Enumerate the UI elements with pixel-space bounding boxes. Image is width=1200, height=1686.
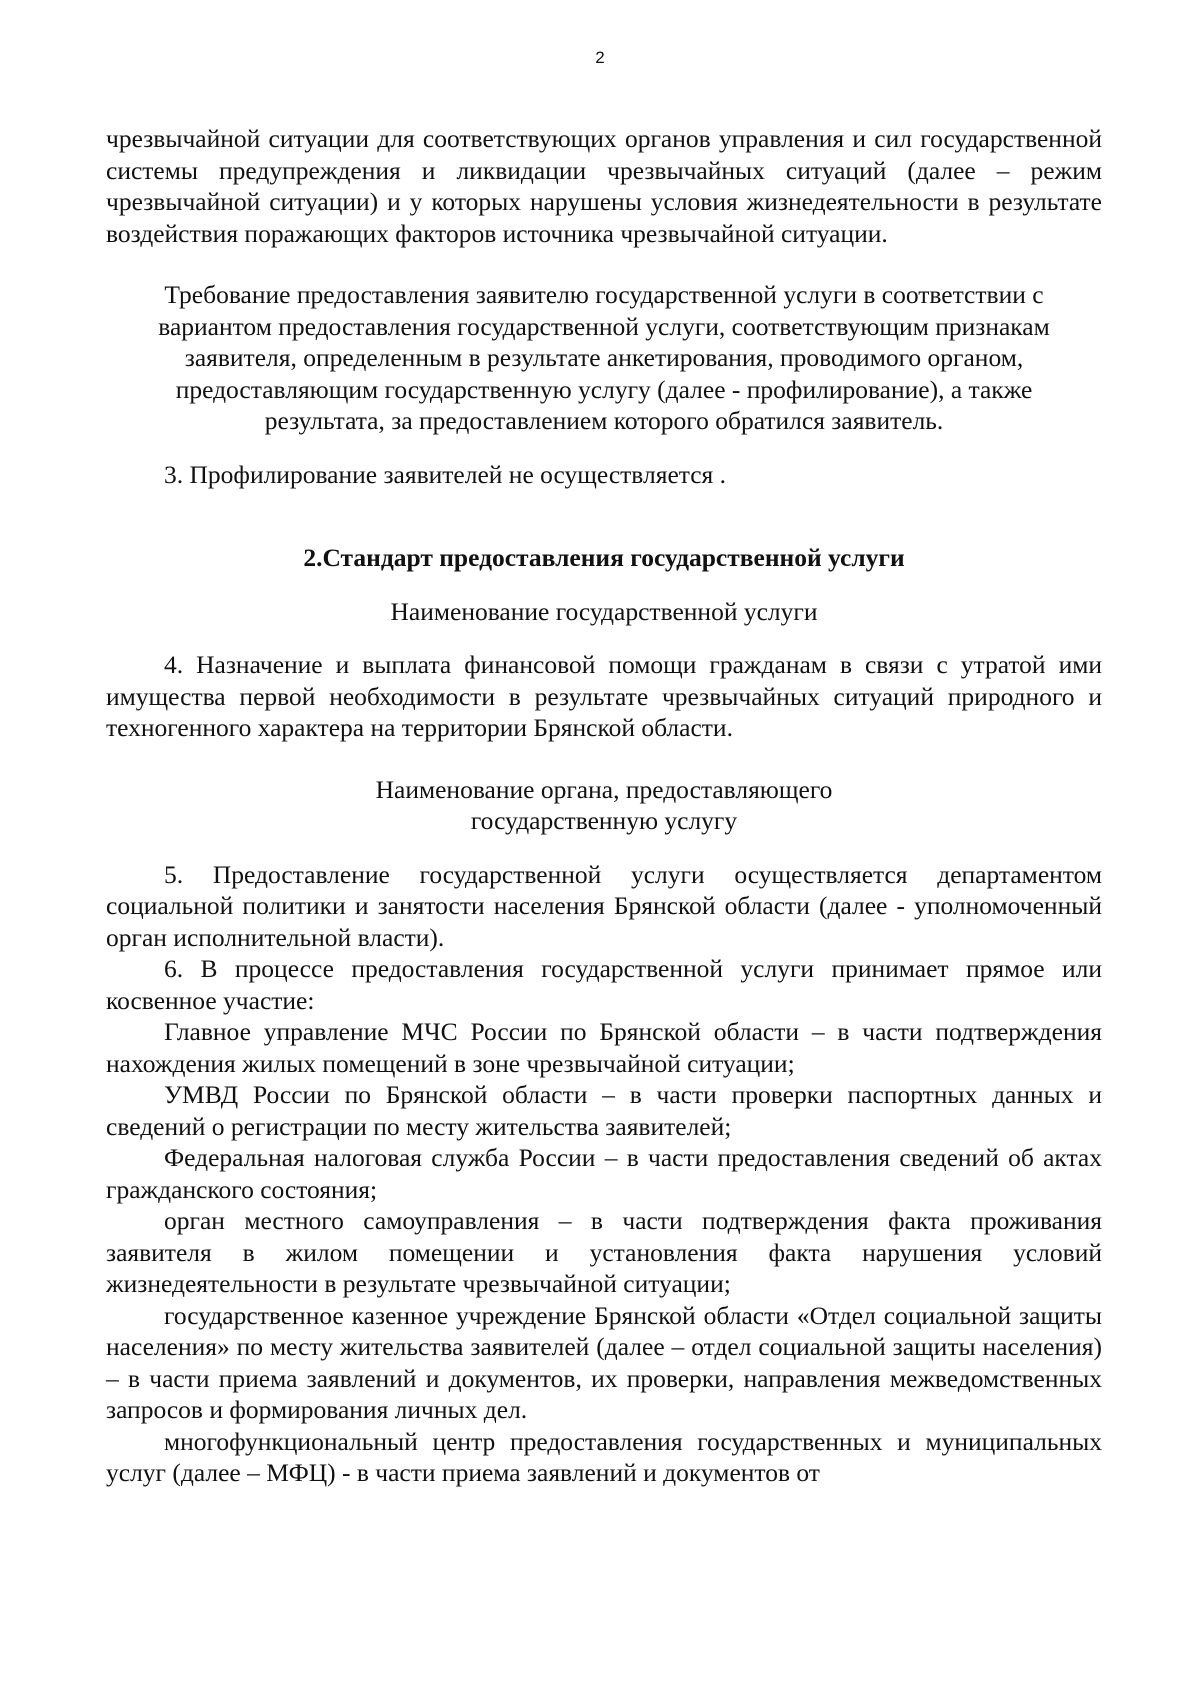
- spacer: [106, 574, 1102, 596]
- paragraph-continuation: чрезвычайной ситуации для соответствующих органов управления и сил государственной системы предупреждения и ликвидации чрезвычайных ситуаций (далее – режим чрезвычайной ситуации) и у которых нарушены условия жизнедеятельности в результате воздействия поражающих факторов источника чрезвычайной ситуации.: [106, 124, 1102, 248]
- heading-body-name-line1: Наименование органа, предоставляющего: [375, 774, 833, 804]
- document-body: [106, 123, 1102, 1489]
- paragraph-4: 4. Назначение и выплата финансовой помощи гражданам в связи с утратой ими имущества первой необходимости в результате чрезвычайных ситуаций природного и техногенного характера на территории Брянской области.: [106, 650, 1102, 742]
- paragraph-6-mchs: Главное управление МЧС России по Брянской области – в части подтверждения нахождения жилых помещений в зоне чрезвычайной ситуации;: [106, 1017, 1102, 1078]
- spacer: [106, 627, 1102, 649]
- paragraph-6-social-protection: государственное казенное учреждение Брянской области «Отдел социальной защиты населения» по месту жительства заявителей (далее – отдел социальной защиты населения) – в части приема заявлений и документов, их проверки, направления межведомственных запросов и формирования личных дел.: [106, 1300, 1102, 1424]
- paragraph-6: 6. В процессе предоставления государственной услуги принимает прямое или косвенное участие:: [106, 954, 1102, 1015]
- spacer: [106, 249, 1102, 279]
- spacer: [106, 490, 1102, 520]
- paragraph-5: 5. Предоставление государственной услуги осуществляется департаментом социальной политики и занятости населения Брянской области (далее - уполномоченный орган исполнительной власти).: [106, 859, 1102, 952]
- paragraph-6-local-government: орган местного самоуправления – в части подтверждения факта проживания заявителя в жилом помещении и установления факта нарушения условий жизнедеятельности в результате чрезвычайной ситуации;: [106, 1206, 1102, 1298]
- spacer: [106, 520, 1102, 542]
- paragraph-6-mfc: многофункциональный центр предоставления государственных и муниципальных услуг (далее – МФЦ) - в части приема заявлений и документов от: [106, 1426, 1102, 1487]
- spacer: [106, 837, 1102, 859]
- heading-body-name-line2: государственную услугу: [470, 806, 738, 835]
- paragraph-6-umvd: УМВД России по Брянской области – в части проверки паспортных данных и сведений о регистрации по месту жительства заявителей;: [106, 1080, 1102, 1141]
- heading-service-name: Наименование государственной услуги: [390, 596, 818, 626]
- page-number: 2: [595, 48, 605, 67]
- spacer: [106, 744, 1102, 774]
- paragraph-6-fns: Федеральная налоговая служба России – в части предоставления сведений об актах гражданского состояния;: [106, 1143, 1102, 1204]
- spacer: [106, 437, 1102, 459]
- paragraph-3: 3. Профилирование заявителей не осуществляется .: [164, 459, 727, 489]
- section-2-title: 2.Стандарт предоставления государственной услуги: [303, 543, 905, 572]
- heading-profiling-requirement: Требование предоставления заявителю государственной услуги в соответствии с вариантом предоставления государственной услуги, соответствующим признакам заявителя, определенным в результате анкетирования, проводимого органом, предоставляющим государственную услугу (далее - профилирование), а также результата, за предоставлением которого обратился заявитель.: [158, 280, 1050, 435]
